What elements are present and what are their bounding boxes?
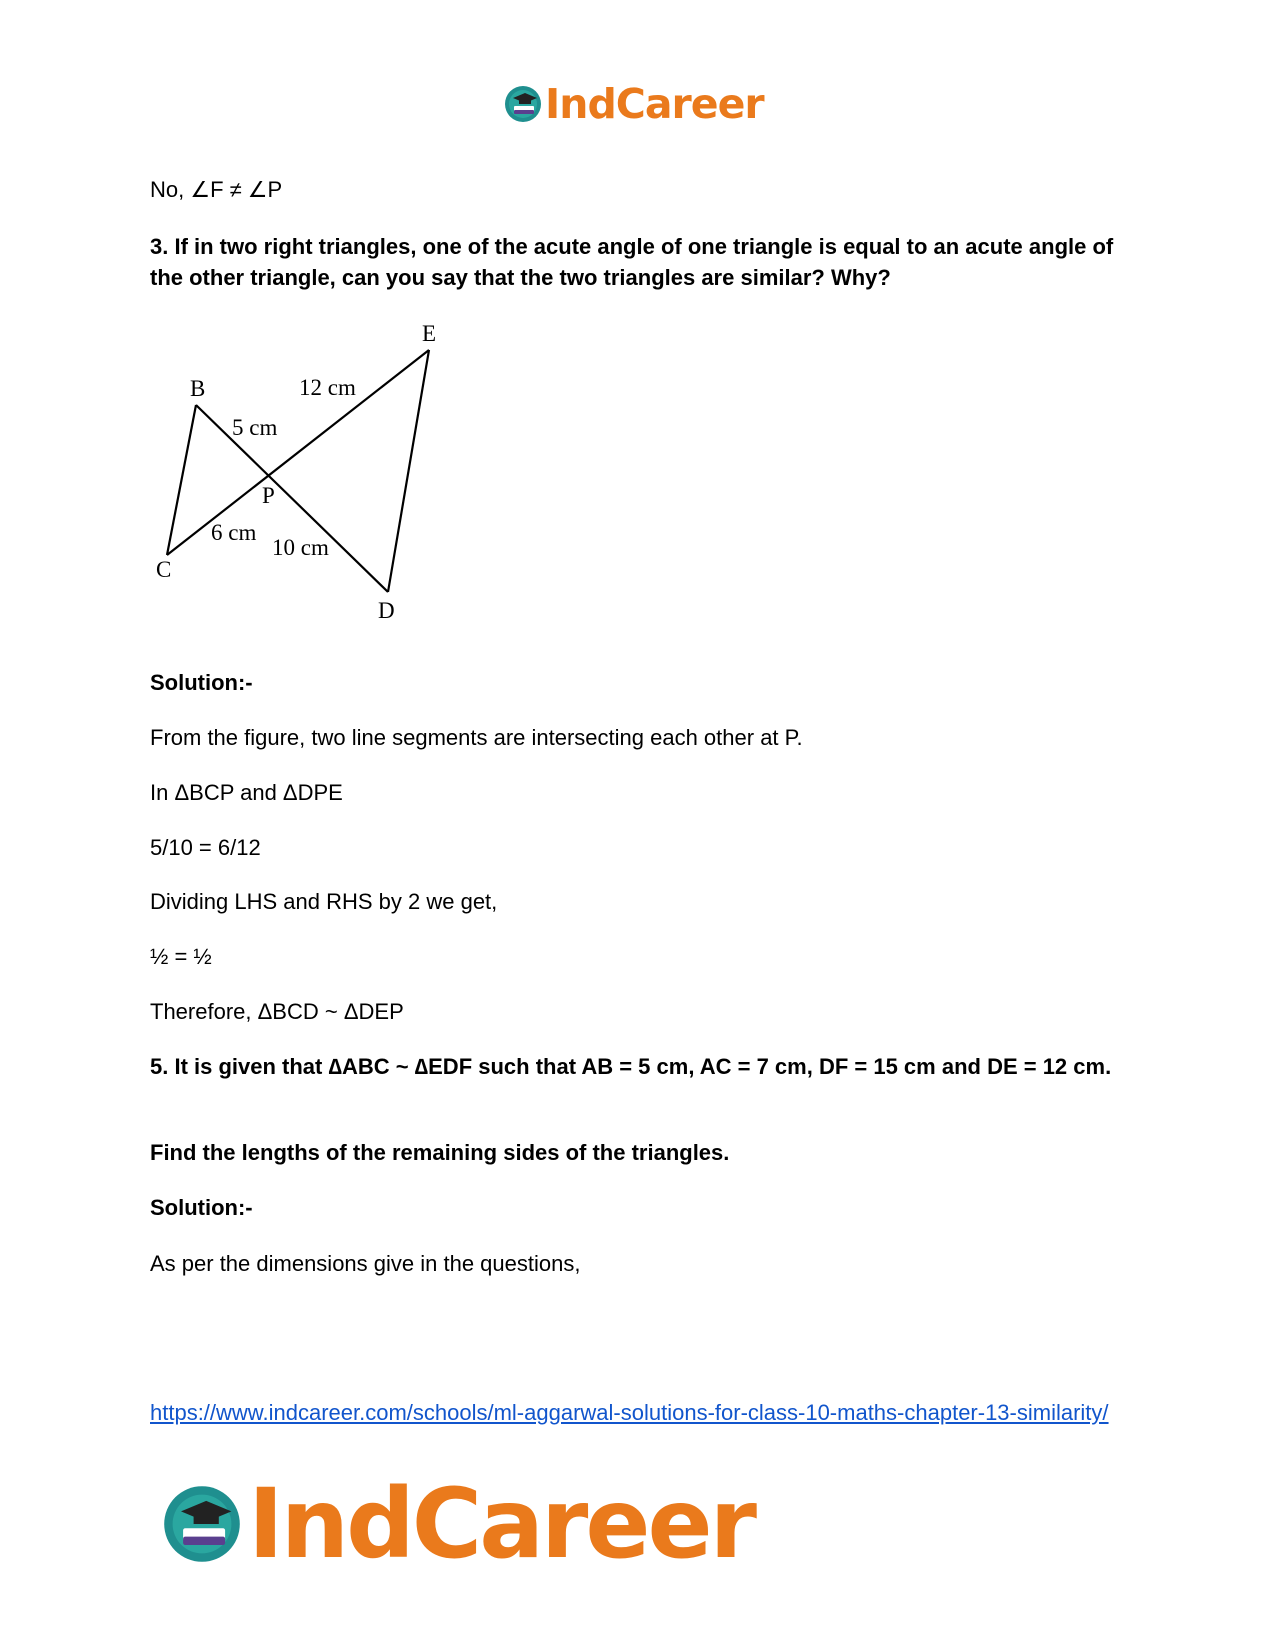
solution-heading: Solution:- [150,1195,253,1220]
solution-line: From the figure, two line segments are intersecting each other at P. [150,725,803,750]
solution-line: 5/10 = 6/12 [150,835,261,860]
solution-heading: Solution:- [150,670,253,695]
solution-line: Dividing LHS and RHS by 2 we get, [150,889,498,914]
solution-line: ½ = ½ [150,944,212,969]
footer-logo [160,1468,754,1580]
length-pe: 12 cm [299,375,356,400]
label-d: D [378,598,395,623]
label-c: C [156,557,172,582]
answer-line: No, ∠F ≠ ∠P [150,177,283,202]
length-cp: 6 cm [211,520,257,545]
graduation-cap-book-icon [160,1482,244,1566]
question-5-part: Find the lengths of the remaining sides of the triangles. [150,1140,730,1165]
length-pd: 10 cm [272,535,329,560]
solution-line: In ΔBCP and ΔDPE [150,780,343,805]
source-link[interactable]: https://www.indcareer.com/schools/ml-aggarwal-solutions-for-class-10-maths-chapter-13-similarity/ [150,1400,1109,1425]
segment-ce [167,350,429,555]
segment-bc [167,405,196,555]
header-logo [503,80,764,128]
label-b: B [190,376,206,401]
solution-line: As per the dimensions give in the questions, [150,1251,581,1276]
segment-de [388,350,429,592]
question-5: 5. It is given that ∆ABC ~ ∆EDF such that AB = 5 cm, AC = 7 cm, DF = 15 cm and DE = 12 cm. [150,1054,1112,1079]
brand-name: IndCareer [248,1468,754,1580]
graduation-cap-book-icon [503,84,543,124]
segment-bd [196,405,388,592]
brand-name: IndCareer [545,80,764,128]
bowtie-triangle-figure [150,315,450,635]
solution-line: Therefore, ΔBCD ~ ΔDEP [150,999,404,1024]
length-bp: 5 cm [232,415,278,440]
label-e: E [422,321,437,346]
question-3: 3. If in two right triangles, one of the acute angle of one triangle is equal to an acute angle of the other triangle, can you say that the two triangles are similar? Why? [150,234,1114,290]
label-p: P [262,483,275,508]
